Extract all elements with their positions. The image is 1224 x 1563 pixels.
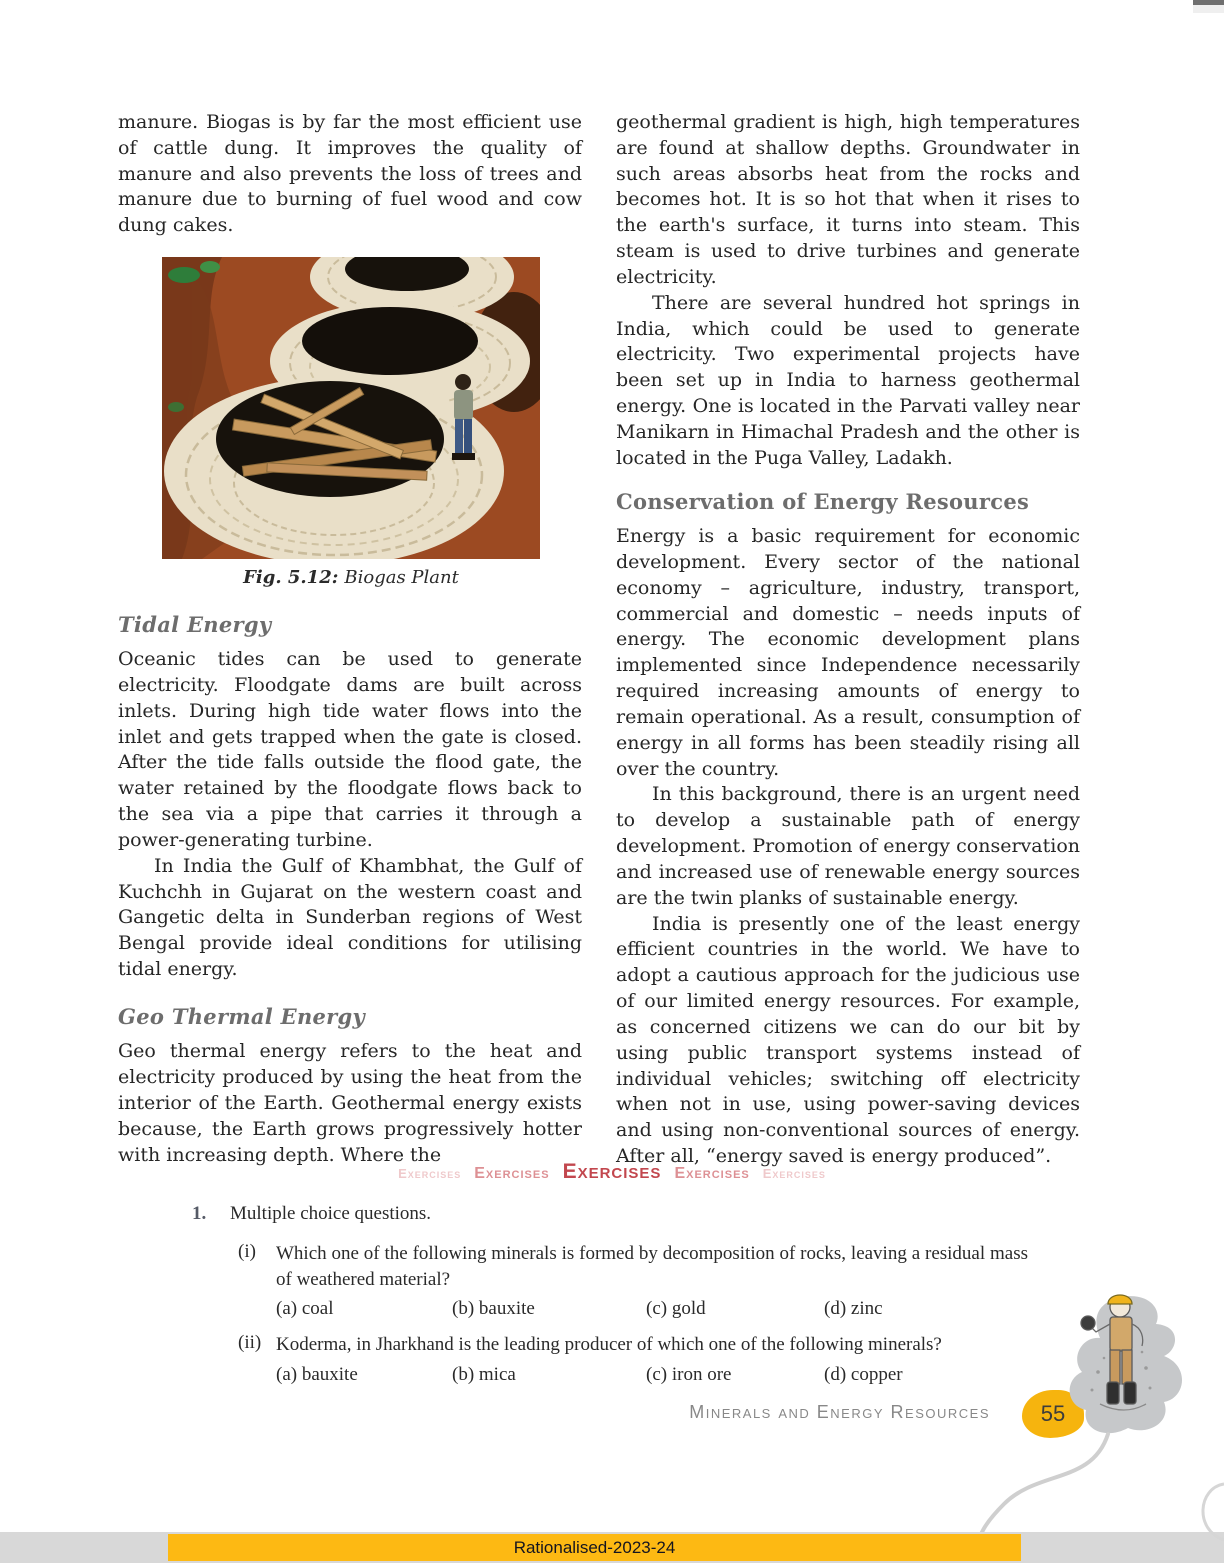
two-column-text bbox=[118, 110, 1080, 1170]
heading-geo-thermal: Geo Thermal Energy bbox=[118, 1003, 366, 1029]
exercises-word-1: Exercises bbox=[398, 1166, 462, 1181]
exercises-word-4: Exercises bbox=[674, 1165, 750, 1182]
mcq-item-i-question: Which one of the following minerals is formed by decomposition of rocks, leaving a residual mass of weathered material? bbox=[276, 1243, 1028, 1290]
bottom-strip bbox=[0, 1532, 1224, 1563]
option-a: (a) coal bbox=[276, 1298, 334, 1320]
paragraph-tidal-2: In India the Gulf of Khambhat, the Gulf of Kuchchh in Gujarat on the western coast and Gangetic delta in Sunderban regions of West Bengal provide ideal conditions for utilising tidal energy. bbox=[118, 854, 582, 981]
question-1-header bbox=[192, 1203, 1028, 1225]
mcq-item-i-question-row bbox=[238, 1241, 1028, 1292]
mcq-item-ii-question-row bbox=[238, 1332, 1028, 1358]
mcq-item-ii-options bbox=[276, 1364, 1028, 1386]
biogas-plant-photo bbox=[162, 257, 540, 559]
exercises-banner bbox=[0, 1160, 1224, 1184]
figure-caption-label: Fig. 5.12: bbox=[243, 567, 339, 589]
option-c: (c) iron ore bbox=[646, 1363, 732, 1385]
mcq-item-ii-marker: (ii) bbox=[238, 1332, 262, 1354]
paragraph-conservation-2: In this background, there is an urgent need to develop a sustainable path of energy development. Promotion of energy conservation and increased use of renewable energy sources are the twin planks of sustainable energy. bbox=[616, 783, 1080, 909]
page-number: 55 bbox=[1040, 1401, 1066, 1426]
option-d: (d) copper bbox=[824, 1363, 903, 1385]
exercises-word-5: Exercises bbox=[762, 1166, 826, 1181]
paragraph-tidal-1: Oceanic tides can be used to generate electricity. Floodgate dams are built across inlets. During high tide water flows into the inlet and gets trapped when the gate is closed. After the tide falls outside the flood gate, the water retained by the floodgate flows back to the sea via a pipe that carries it through a power-generating turbine. bbox=[118, 648, 582, 851]
option-c: (c) gold bbox=[646, 1298, 706, 1320]
mcq-item-ii bbox=[238, 1332, 1028, 1386]
mcq-item-i-options bbox=[276, 1298, 1028, 1320]
rationalised-label: Rationalised-2023-24 bbox=[513, 1537, 676, 1557]
right-column bbox=[616, 110, 1080, 1170]
paragraph-biogas: manure. Biogas is by far the most efficient use of cattle dung. It improves the quality of manure and also prevents the loss of trees and manure due to burning of fuel wood and cow dung cakes. bbox=[118, 111, 582, 237]
heading-conservation: Conservation of Energy Resources bbox=[616, 488, 1030, 514]
rationalised-bar bbox=[168, 1534, 1021, 1561]
exercises-word-3: Exercises bbox=[562, 1160, 662, 1183]
paragraph-geo-1: Geo thermal energy refers to the heat and electricity produced by using the heat from the interior of the Earth. Geothermal energy exists because, the Earth grows progressively hotter with increasing depth. Where the bbox=[118, 1040, 582, 1166]
figure-caption bbox=[162, 566, 540, 590]
paragraph-geo-2: geothermal gradient is high, high temperatures are found at shallow depths. Groundwater in such areas absorbs heat from the rocks and becomes hot. It is so hot that when it rises to the earth's surface, it turns into steam. This steam is used to drive turbines and generate electricity. bbox=[616, 111, 1080, 288]
left-column bbox=[118, 110, 582, 1170]
rope-edge-arc bbox=[1182, 1478, 1224, 1548]
question-1-number: 1. bbox=[192, 1203, 207, 1224]
scan-artifact-light bbox=[1193, 5, 1224, 13]
heading-tidal-energy: Tidal Energy bbox=[118, 611, 272, 637]
figure-caption-text: Biogas Plant bbox=[344, 567, 459, 589]
mcq-item-i bbox=[238, 1241, 1028, 1320]
option-a: (a) bauxite bbox=[276, 1363, 358, 1385]
exercises-word-2: Exercises bbox=[474, 1165, 550, 1182]
mcq-item-i-marker: (i) bbox=[238, 1241, 256, 1262]
question-1-title: Multiple choice questions. bbox=[230, 1203, 432, 1224]
option-b: (b) mica bbox=[452, 1363, 516, 1385]
option-d: (d) zinc bbox=[824, 1298, 883, 1320]
option-b: (b) bauxite bbox=[452, 1298, 535, 1320]
running-footer-chapter-title: Minerals and Energy Resources bbox=[689, 1402, 990, 1422]
paragraph-conservation-3: India is presently one of the least energy efficient countries in the world. We have to adopt a cautious approach for the judicious use of our limited energy resources. For example, as concerned citizens we can do our bit by using public transport systems instead of individual vehicles; switching off electricity when not in use, using power-saving devices and using non-conventional sources of energy. After all, “energy saved is energy produced”. bbox=[616, 912, 1080, 1168]
paragraph-hot-springs: There are several hundred hot springs in India, which could be used to generate electricity. Two experimental projects have been set up in India to harness geothermal energy. One is located in the Parvati valley near Manikarn in Himachal Pradesh and the other is located in the Puga Valley, Ladakh. bbox=[616, 291, 1080, 469]
figure-biogas-plant bbox=[162, 257, 540, 590]
mcq-section bbox=[192, 1203, 1028, 1398]
mcq-item-ii-question: Koderma, in Jharkhand is the leading producer of which one of the following minerals? bbox=[276, 1334, 942, 1356]
paragraph-conservation-1: Energy is a basic requirement for economic development. Every sector of the national economy – agriculture, industry, transport, commercial and domestic – needs inputs of energy. The economic development plans implemented since Independence necessarily required increasing amounts of energy to remain operational. As a result, consumption of energy in all forms has been steadily rising all over the country. bbox=[616, 525, 1080, 780]
